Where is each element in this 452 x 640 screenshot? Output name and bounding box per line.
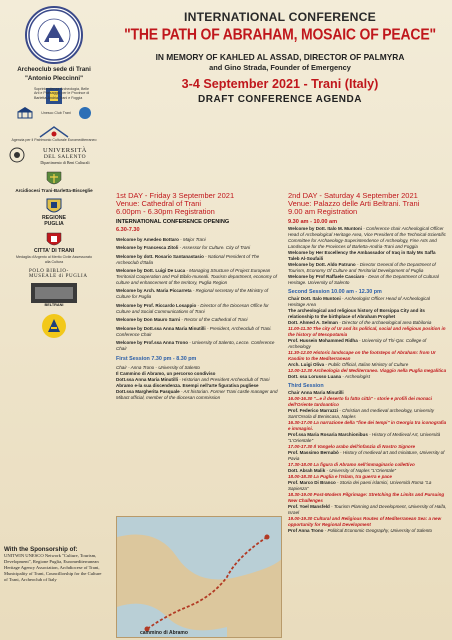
university-block xyxy=(3,147,105,165)
polo-block xyxy=(3,269,105,279)
agenda-item-speaker: Welcome by Dott. Luigi De Luca xyxy=(116,267,186,273)
abraham-route-map xyxy=(116,516,282,638)
agenda-item-detail: - University of Naples "L'Orientale" xyxy=(325,468,397,474)
sponsorship-block xyxy=(4,546,104,583)
agenda-item xyxy=(288,528,448,534)
agenda-item-speaker: The archeological and religious history of Borsippa City and its relationship to the birthplace of Abraham Prophet xyxy=(288,308,425,320)
diocese-crest-icon xyxy=(43,170,65,188)
agenda-item-speaker: Dott. Ahmed A. Selman xyxy=(288,320,338,326)
agenda-item xyxy=(288,326,448,338)
agenda-item xyxy=(116,288,282,300)
conference-dates: 3-4 September 2021 - Trani (Italy) xyxy=(181,77,379,91)
day1-title: 1st DAY - Friday 3 September 2021 xyxy=(116,191,235,200)
agenda-item-detail: - Historian and President Archeoclub of Trani xyxy=(177,377,270,383)
agenda-item-talk: 11.30-12.00 Historic landscape on the footsteps of Abraham: from Ur Kasdim to the Mediterranean xyxy=(288,350,436,362)
agenda-item-detail: - Storia dei paesi islamici, Università Roma "La Sapienza" xyxy=(288,480,432,492)
university-name: UNIVERSITÀ xyxy=(43,146,87,154)
agenda-item-detail: - History of Medieval Art, Università "L'Orientale" xyxy=(288,432,441,444)
agenda-item-talk: 17.30-18.00 La figura di Abramo nell'immaginario collettivo xyxy=(288,462,415,468)
agenda-item xyxy=(116,389,282,401)
agenda-item-speaker: Welcome by Dott. Aldo Patruno xyxy=(288,262,356,267)
day2-venue: Venue: Palazzo delle Arti Beltrani. Trani xyxy=(288,198,420,208)
heritage-agency-block xyxy=(3,126,105,142)
agenda-item-speaker: Abramo e-la sua discendenza. Esempi nell'arte figurativa pugliese xyxy=(116,383,259,389)
agenda-item xyxy=(116,254,282,266)
map-illustration-icon xyxy=(117,517,282,638)
agenda-item-talk: 16.00-16.30 "...e il deserto fu fatto città" - storie e profili dei monaci dell'Oriente tardoantico xyxy=(288,396,433,408)
agenda-item-speaker: Dott. ssa Lorusso Luana xyxy=(288,374,342,380)
agenda-item-speaker: Welcome by Prof. Riccardo Losappio xyxy=(116,302,197,308)
agenda-item-detail: - Major Trani xyxy=(178,236,206,242)
agenda-item-detail: - University of Salento, Lecce. Conference Chair xyxy=(116,339,275,351)
second-session-heading: Second Session 10.00 am - 12.30 pm xyxy=(288,289,382,295)
diocese-block xyxy=(3,170,105,193)
agenda-item xyxy=(288,420,448,432)
agenda-item xyxy=(288,408,448,420)
agenda-item xyxy=(116,340,282,352)
citta-label: CITTA' DI TRANI xyxy=(33,248,75,255)
day2-title: 2nd DAY - Saturday 4 September 2021 xyxy=(288,191,418,200)
archeoclub-logo xyxy=(25,6,83,64)
agenda-item xyxy=(288,308,448,320)
agenda-item-detail: - Archeologist xyxy=(341,374,370,380)
agenda-item-detail: - University of Thi-Qar. College of Archeology xyxy=(288,338,427,350)
agenda-item xyxy=(288,480,448,492)
agenda-item xyxy=(288,350,448,362)
agenda-item-detail: - Director General of the Department of Tourism, Economy Of Culture and Territorial Development of Puglia xyxy=(288,262,436,273)
agenda-item-detail: - History of medieval art and miniature, University of Pavia xyxy=(288,450,445,462)
agenda-item-speaker: Chair Dott. Italo Muntoni xyxy=(288,296,341,302)
agenda-item-detail: - Director of the archaeological area Babilonia xyxy=(337,320,432,326)
agenda-item-detail: - Assessor for Culture. City of Trani xyxy=(178,245,251,251)
first-session-heading: First Session 7.30 pm - 8.30 pm xyxy=(116,355,197,362)
day2-welcome-list xyxy=(288,226,448,286)
agenda-item-speaker: Prof. Federico Marrazzi xyxy=(288,408,339,414)
agenda-item-speaker: Welcome by Dott. Italo M. Muntoni xyxy=(288,226,362,231)
beltrani-label: BELTRANI xyxy=(44,303,64,308)
opening-heading: INTERNATIONAL CONFERENCE OPENING xyxy=(116,218,230,225)
sponsorship-text: UNITWIN UNESCO Network "Culture, Tourism, Development", Regione Puglia, Euromediterranean Heritage Agency Association, Archdiocese of Trani, Municipality of Trani, Councillorship for the Culture of Trani, Archeoclub of Italy xyxy=(4,553,102,582)
agenda-item-detail: - Dean of the Department of Cultural Heritage. University of Salento xyxy=(288,274,439,285)
agenda-item-speaker: Prof. Yoel Mansfeld xyxy=(288,504,330,510)
agenda-item-speaker: Dott. Abrah Malik xyxy=(288,468,326,474)
agenda-item-detail: - Public Official, Italian Ministry of Culture xyxy=(324,362,409,368)
sponsorship-title: With the Sponsorship of: xyxy=(4,546,78,553)
agenda-item-detail: - Conference chair Archeological Officer Head of Archeological Heritage Area, Vice President of the Technical-Scientific Committee for Archaeology-Superintendence of Archeology, Fine Arts and Landscape for the Provinces of Barletta-Andria-Trani and Foggia xyxy=(288,226,446,249)
agenda-item-talk: 12.00-12.30 Archeologia del Mediterraneo. Viaggio nella Puglia megalitica xyxy=(288,368,447,374)
conference-subtitle: "THE PATH OF ABRAHAM, MOSAIC OF PEACE" xyxy=(124,24,436,44)
agenda-item xyxy=(116,303,282,315)
agenda-item xyxy=(288,450,448,462)
agenda-item-speaker: Dott.ssa Anna Maria Minutilli xyxy=(116,377,178,383)
agenda-item xyxy=(116,317,282,323)
archeoclub-name: Archeoclub sede di Trani xyxy=(17,66,91,73)
map-caption: cammino di Abramo xyxy=(140,630,188,636)
regione-label: REGIONE PUGLIA xyxy=(42,215,66,227)
first-session-chair: Chair - Anna Trono - University of Salento xyxy=(116,365,200,371)
third-session-heading: Third Session xyxy=(288,383,324,390)
heritage-agency-logo-icon xyxy=(39,126,69,138)
agenda-item-detail: - President, Archeoclub of Trani. Conference Chair xyxy=(116,325,272,337)
agenda-item xyxy=(116,237,282,243)
agenda-item-speaker: Prof Anna Trono xyxy=(288,528,324,534)
regione-block xyxy=(3,198,105,227)
agenda-item-speaker: Welcome by Amedeo Bottaro xyxy=(116,236,179,242)
agenda-item-speaker: Prof. Marco Di Branco xyxy=(288,480,336,486)
day2-column xyxy=(288,192,448,534)
agenda-item xyxy=(288,296,448,308)
agenda-item-speaker: Welcome by Prof.ssa Anna Trono xyxy=(116,339,189,345)
agenda-item xyxy=(288,396,448,408)
unesco-club-label: Unesco Club Trani xyxy=(41,111,71,116)
agenda-item xyxy=(116,326,282,338)
archeoclub-italia-block xyxy=(3,313,105,339)
sponsor-sidebar xyxy=(0,0,108,640)
day2-registration: 9.00 am Registration xyxy=(288,206,358,216)
day1-registration: 6.00pm - 6.30pm Registration xyxy=(116,206,215,216)
agenda-item-speaker: Welcome by Her Excellency the Ambassador of Iraq in Italy Ms Saffa Taleb Al-Soufaili xyxy=(288,250,436,261)
agenda-item-speaker: Prof.ssa Maria Rosaria Marchionibus xyxy=(288,432,368,438)
citta-block xyxy=(3,231,105,264)
secondary-dedication: and Gino Strada, Founder of Emergency xyxy=(209,63,351,72)
unesco-icon xyxy=(15,106,35,120)
poster-header xyxy=(108,0,452,105)
agenda-item-speaker: Welcome by Don Mauro Sarni xyxy=(116,317,181,323)
agenda-item xyxy=(116,245,282,251)
agenda-item-talk: 17.00-17.30 Il Vangelo arabo dell'infanzia di Nostro Signore xyxy=(288,444,415,450)
citta-sub: Medaglia d'Argento al Merito Civile Assessorato alla Cultura xyxy=(16,255,92,264)
agenda-item xyxy=(288,262,448,274)
agenda-item xyxy=(116,268,282,286)
agenda-item xyxy=(288,374,448,380)
polo-label: POLO BIBLIO-MUSEALE di PUGLIA xyxy=(29,269,88,280)
agenda-item-detail: - Rector of the Cathedral of Trani xyxy=(180,317,248,323)
agenda-item-speaker: Welcome by Dott.ssa Anna Maria Minutilli xyxy=(116,325,206,331)
agenda-item xyxy=(288,516,448,528)
agenda-item xyxy=(288,504,448,516)
memory-dedication: IN MEMORY OF KAHLED AL ASSAD, DIRECTOR OF PALMYRA xyxy=(155,52,405,62)
agenda-item xyxy=(288,492,448,504)
agenda-item-speaker: Welcome by dott. Rosario Santanastasio xyxy=(116,253,204,259)
diocese-label: Arcidiocesi Trani-Barletta-Bisceglie xyxy=(15,188,93,193)
university-del: DEL SALENTO xyxy=(43,153,87,160)
agenda-item-detail: - Regional secretary of the Ministry of Culture for Puglia xyxy=(116,288,269,300)
opening-time: 6.30-7.30 xyxy=(116,227,140,233)
agenda-item-talk: 11.00-11.30 The city of Ur and its political, social and religious position in the history of Mesopotamia xyxy=(288,326,446,338)
beltrani-logo-icon xyxy=(31,283,77,303)
soprintendenza-block xyxy=(3,87,105,100)
agenda-item-speaker: Il Cammino di Abramo, un percorso condiviso xyxy=(116,371,216,377)
soprintendenza-text: Soprintendenza Archeologia, Belle Arti e Paesaggio per le Province di Barletta-Andria-Trani e Foggia xyxy=(34,86,90,100)
trani-crest-icon xyxy=(45,231,63,249)
agenda-item xyxy=(288,250,448,262)
second-session-list xyxy=(288,296,448,380)
conference-title: INTERNATIONAL CONFERENCE xyxy=(184,10,376,24)
agenda-item-talk: 18.30-19.00 Post-Modern Pilgrimage: Stretching the Limits and Pursuing New Challenges xyxy=(288,492,445,504)
day1-welcome-list xyxy=(116,237,282,352)
agenda-item-detail: - Archeologist Officer Head of Archeological Heritage Area xyxy=(288,296,430,308)
agenda-item-speaker: Prof. Massimo Bernabò xyxy=(288,450,339,456)
agenda-heading: DRAFT CONFERENCE AGENDA xyxy=(198,94,362,105)
agenda-item-talk: 18.00-18.30 La Puglia e l'Islam, tra guerra e pace xyxy=(288,474,392,480)
beltrani-block xyxy=(3,283,105,307)
agenda-item-detail: - Political Economic Geography, University of Salento xyxy=(323,528,433,534)
day1-venue: Venue: Cathedral of Trani xyxy=(116,198,202,208)
agenda-item xyxy=(288,274,448,286)
agenda-item-speaker: Arch. Luigi Oliva xyxy=(288,362,325,368)
agenda-item-speaker: Dott.ssa Margherita Pasquale xyxy=(116,389,180,395)
agenda-item-detail: - National President of The Archeoclub d'Italia xyxy=(116,253,260,265)
archeoclub-person: "Antonio Pleccinni" xyxy=(24,75,84,83)
university-seal-icon xyxy=(9,147,25,163)
day1-column xyxy=(116,192,282,401)
day2-time1: 9.30 am - 10.00 am xyxy=(288,218,338,225)
heritage-agency-label: Agenzia per il Patrimonio Culturale Euromediterraneo xyxy=(11,138,97,143)
agenda-item-speaker: Welcome by Francesca Zitoli xyxy=(116,245,179,251)
agenda-item-detail: - Christian and medieval archeology, University Sant'Orsola di Benincasa, Naples xyxy=(288,408,434,420)
agenda-item xyxy=(288,226,448,250)
first-session-list xyxy=(116,371,282,401)
agenda-item-talk: 16.30-17.00 La narrazione della "fine dei tempi" in Georgia tra iconografia e immagini. xyxy=(288,420,447,432)
agenda-item-detail: - Managing Structure of Project European Territorial Cooperation and Poli Biblio-museali. Tourism department, economy of culture and enhancement of the territory, Puglia Region xyxy=(116,267,277,285)
regione-crest-icon xyxy=(46,198,62,216)
agenda-item-speaker: Welcome by Arch. Maria Piccarreta xyxy=(116,288,192,294)
agenda-item-detail: - Tourism Planning and Development, University of Haifa, Israel xyxy=(288,504,447,516)
unesco-club-emblem-icon xyxy=(77,106,93,120)
unesco-block xyxy=(3,106,105,120)
third-session-chair: Chair Anna Maria Minutilli xyxy=(288,390,344,396)
university-dept: Dipartimento di Beni Culturali xyxy=(40,160,90,165)
agenda-item xyxy=(288,432,448,444)
agenda-item-detail: - Art historian. Former Trani castle manager and Mibact official, member of the diocesan commission xyxy=(116,389,278,401)
agenda-item-speaker: Welcome by Prof Raffaele Casciaro xyxy=(288,274,365,279)
agenda-item xyxy=(288,338,448,350)
archeoclub-italia-logo-icon xyxy=(41,313,67,339)
agenda-item-speaker: Prof. Hussein Mohammed Ridha xyxy=(288,338,358,344)
agenda-item-talk: 19.00-19.30 Cultural and Religious Routes of Mediterranean Sea: a new opportunity for Regional Development xyxy=(288,516,442,528)
third-session-list xyxy=(288,396,448,534)
agenda-item-detail: - Director of the Diocesan Office for Culture and Social Communications of Trani xyxy=(116,302,269,314)
